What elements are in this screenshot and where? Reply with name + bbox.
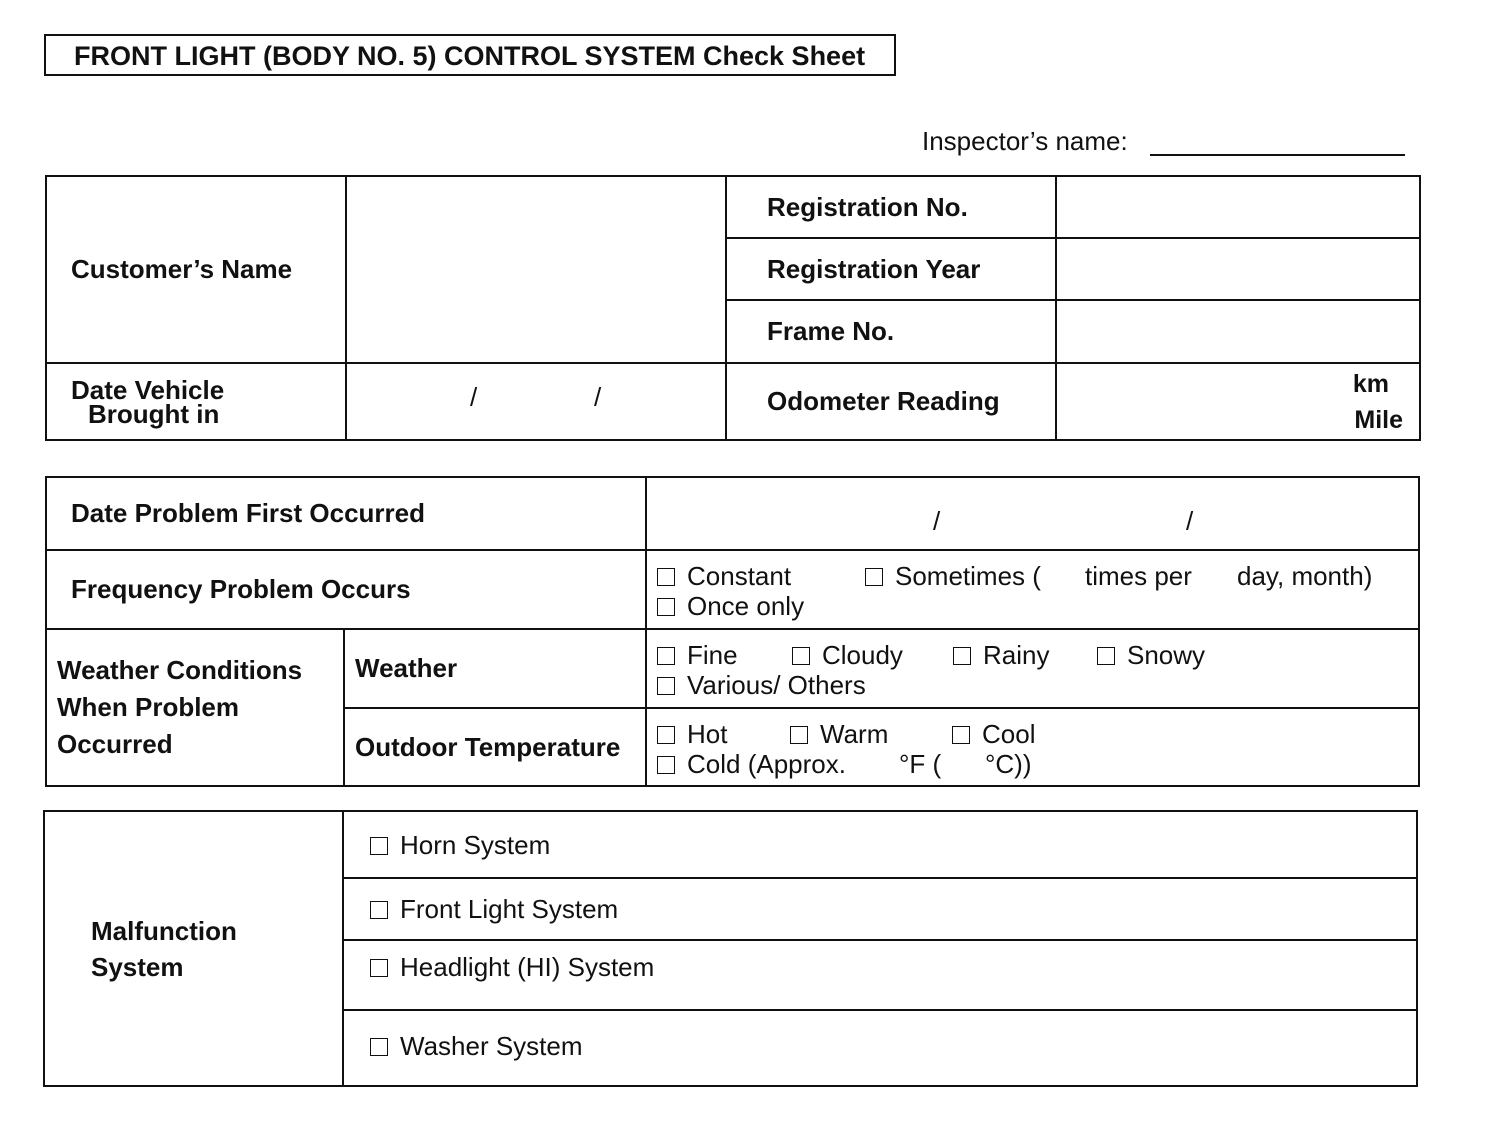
odometer-label: Odometer Reading (726, 363, 1056, 440)
sheet-title: FRONT LIGHT (BODY NO. 5) CONTROL SYSTEM Check Sheet (44, 34, 896, 76)
weather-various[interactable]: Various/ Others (657, 670, 866, 701)
system-headlight-hi[interactable] (343, 940, 1417, 1010)
weather-conditions-line1: Weather Conditions (57, 655, 303, 685)
customer-name-label: Customer’s Name (46, 176, 346, 363)
odometer-unit-km: km (1352, 370, 1389, 398)
vehicle-info-table (45, 175, 1421, 441)
date-brought-in-label-line1: Date Vehicle (71, 374, 225, 405)
frame-no-label: Frame No. (726, 300, 1056, 363)
temperature-cool[interactable]: Cool (952, 719, 1035, 750)
weather-options (646, 629, 1419, 708)
weather-snowy[interactable]: Snowy (1097, 640, 1205, 671)
checkbox-icon[interactable] (370, 959, 388, 977)
checkbox-icon[interactable] (790, 726, 808, 744)
weather-conditions-label (46, 629, 344, 786)
date-brought-in-field[interactable] (346, 363, 726, 440)
odometer-unit-mile: Mile (1354, 406, 1403, 434)
temperature-options (646, 708, 1419, 786)
odometer-field[interactable] (1056, 363, 1420, 440)
checkbox-icon[interactable] (657, 677, 675, 695)
checkbox-icon[interactable] (657, 756, 675, 774)
checkbox-icon[interactable] (370, 1038, 388, 1056)
date-first-separator-1: / (933, 506, 941, 536)
malfunction-system-label (44, 811, 343, 1086)
malfunction-system-table (43, 810, 1418, 1087)
frequency-times-per: times per (1085, 561, 1192, 591)
inspector-name-label: Inspector’s name: (922, 126, 1128, 156)
registration-year-label: Registration Year (726, 238, 1056, 300)
system-front-light[interactable] (343, 878, 1417, 940)
weather-fine[interactable]: Fine (657, 640, 738, 671)
outdoor-temperature-label: Outdoor Temperature (344, 708, 646, 786)
system-washer-option (370, 1031, 583, 1062)
registration-no-label: Registration No. (726, 176, 1056, 238)
frequency-label: Frequency Problem Occurs (46, 550, 646, 629)
checkbox-icon[interactable] (657, 598, 675, 616)
date-first-occurred-label: Date Problem First Occurred (46, 477, 646, 550)
system-horn-option (370, 830, 550, 861)
date-first-separator-2: / (1186, 506, 1194, 536)
weather-conditions-line2: When Problem (57, 692, 240, 722)
inspector-name-field[interactable] (1150, 154, 1405, 156)
temperature-warm[interactable]: Warm (790, 719, 888, 750)
system-headlight-hi-option (370, 952, 654, 983)
temperature-deg-f: °F ( (899, 749, 942, 779)
checkbox-icon[interactable] (952, 726, 970, 744)
frequency-options (646, 550, 1419, 629)
frequency-day-month: day, month) (1237, 561, 1373, 591)
date-brought-in-label-line2: Brought in (88, 398, 220, 429)
system-horn[interactable] (343, 811, 1417, 878)
date-separator-2: / (594, 382, 602, 412)
temperature-deg-c: °C)) (985, 749, 1032, 779)
checkbox-icon[interactable] (792, 647, 810, 665)
frequency-sometimes[interactable]: Sometimes ( (865, 561, 1041, 592)
system-washer-label: Washer System (400, 1031, 583, 1061)
system-headlight-hi-label: Headlight (HI) System (400, 952, 655, 982)
date-first-occurred-field[interactable] (646, 477, 1419, 550)
checkbox-icon[interactable] (370, 901, 388, 919)
system-front-light-option (370, 894, 618, 925)
checkbox-icon[interactable] (370, 837, 388, 855)
system-front-light-label: Front Light System (400, 894, 619, 924)
frequency-once-only[interactable]: Once only (657, 591, 804, 622)
weather-conditions-line3: Occurred (57, 729, 173, 759)
customer-name-field[interactable] (346, 176, 726, 363)
checkbox-icon[interactable] (657, 568, 675, 586)
checkbox-icon[interactable] (657, 647, 675, 665)
problem-info-table (45, 476, 1420, 787)
weather-cloudy[interactable]: Cloudy (792, 640, 903, 671)
malfunction-label-line2: System (91, 951, 184, 982)
checkbox-icon[interactable] (657, 726, 675, 744)
frame-no-field[interactable] (1056, 300, 1420, 363)
checkbox-icon[interactable] (1097, 647, 1115, 665)
checkbox-icon[interactable] (865, 568, 883, 586)
temperature-hot[interactable]: Hot (657, 719, 727, 750)
registration-year-field[interactable] (1056, 238, 1420, 300)
weather-rainy[interactable]: Rainy (953, 640, 1049, 671)
malfunction-label-line1: Malfunction (91, 915, 237, 946)
system-washer[interactable] (343, 1010, 1417, 1086)
temperature-cold[interactable]: Cold (Approx. (657, 749, 846, 780)
system-horn-label: Horn System (400, 830, 551, 860)
checkbox-icon[interactable] (953, 647, 971, 665)
registration-no-field[interactable] (1056, 176, 1420, 238)
date-separator-1: / (470, 382, 478, 412)
frequency-constant[interactable]: Constant (657, 561, 791, 592)
weather-label: Weather (344, 629, 646, 708)
date-brought-in-label (46, 363, 346, 440)
